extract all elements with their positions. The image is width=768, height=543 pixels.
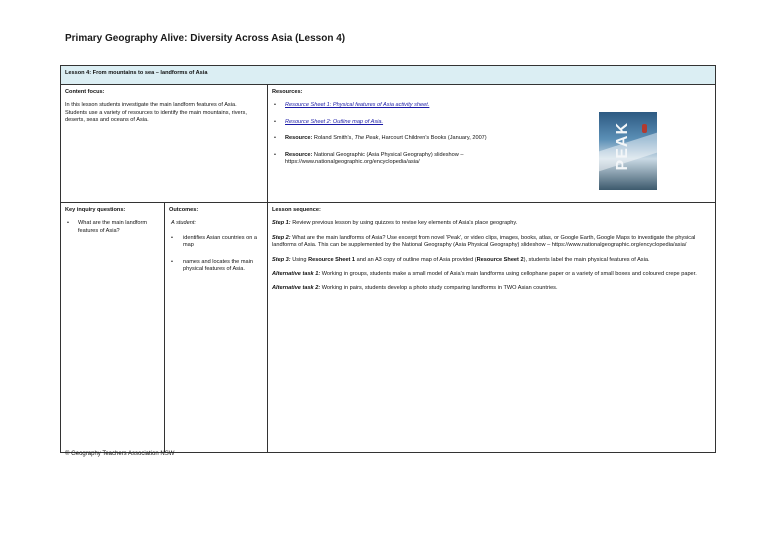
key-inquiry-cell [61,203,165,453]
book-cover-image [599,112,657,190]
lesson-sequence-heading: Lesson sequence: [272,207,321,213]
resource-sheet-1-link[interactable]: Resource Sheet 1: Physical features of Asia activity sheet. [285,102,430,109]
lesson-sequence-cell [268,203,716,453]
resource-item: • Resource Sheet 1: Physical features of Asia activity sheet. [274,102,430,109]
outcomes-list [169,235,263,274]
climber-figure [642,124,647,133]
resources-cell [268,85,716,203]
key-inquiry-list [65,220,160,235]
outcome-item: • identifies Asian countries on a map [171,234,258,249]
outcome-item: • names and locates the main physical features of Asia. [171,258,253,273]
book-title: The Peak [354,135,379,142]
resource-label: Resource: [285,151,313,158]
sequence-step-3: Step 3: Using Resource Sheet 1 and an A3 copy of outline map of Asia provided (Resource Sheet 2), students label the main physical features of Asia. [272,256,650,263]
outcomes-cell [165,203,268,453]
document-title: Primary Geography Alive: Diversity Across Asia (Lesson 4) [65,33,346,44]
resource-item: • Resource: National Geographic (Asia Physical Geography) slideshow – https://www.nationalgeographic.org/encyclopedia/asia/ [274,151,464,166]
alternative-task-1: Alternative task 1: Working in groups, students make a small model of Asia's main landforms using cellophane paper or a variety of small boxes and coloured crepe paper. [272,271,697,278]
sequence-step-1: Step 1: Review previous lesson by using quizzes to revise key elements of Asia's place geography. [272,220,518,227]
alternative-task-2: Alternative task 2: Working in pairs, students develop a photo study comparing landforms in TWO Asian countries. [272,285,558,292]
copyright-footer: © Geography Teachers Association NSW [65,451,175,457]
key-inquiry-heading: Key inquiry questions: [65,207,126,213]
content-focus-text: In this lesson students investigate the main landform features of Asia. Students use a variety of resources to identify the main mountains, rivers, deserts, seas and oceans of Asia. [65,102,247,124]
resource-item: • Resource: Roland Smith's, The Peak, Harcourt Children's Books (January, 2007) [274,135,487,142]
book-cover-title: PEAK [614,122,632,171]
content-focus-heading: Content focus: [65,89,105,95]
resource-item: • Resource Sheet 2: Outline map of Asia. [274,118,384,125]
resources-heading: Resources: [272,89,303,95]
content-focus-cell [61,85,268,203]
outcomes-heading: Outcomes: [169,207,199,213]
resource-label: Resource: [285,135,313,142]
outcomes-intro: A student: [171,220,196,227]
key-inquiry-item: • What are the main landform features of Asia? [67,220,148,234]
lesson-table [60,65,716,453]
lesson-header: Lesson 4: From mountains to sea – landforms of Asia [61,66,716,85]
resources-list [272,102,582,166]
resource-sheet-2-link[interactable]: Resource Sheet 2: Outline map of Asia. [285,118,384,125]
sequence-step-2: Step 2: What are the main landforms of Asia? Use excerpt from novel 'Peak', or video clips, images, books, atlas, or Google Earth, Google Maps to investigate the physical landforms of Asia. This can be supplemented by the National Geography (Asia Physical Geography) slideshow – https://www.nationalgeographic.org/encyclopedia/asia/ [272,234,696,249]
